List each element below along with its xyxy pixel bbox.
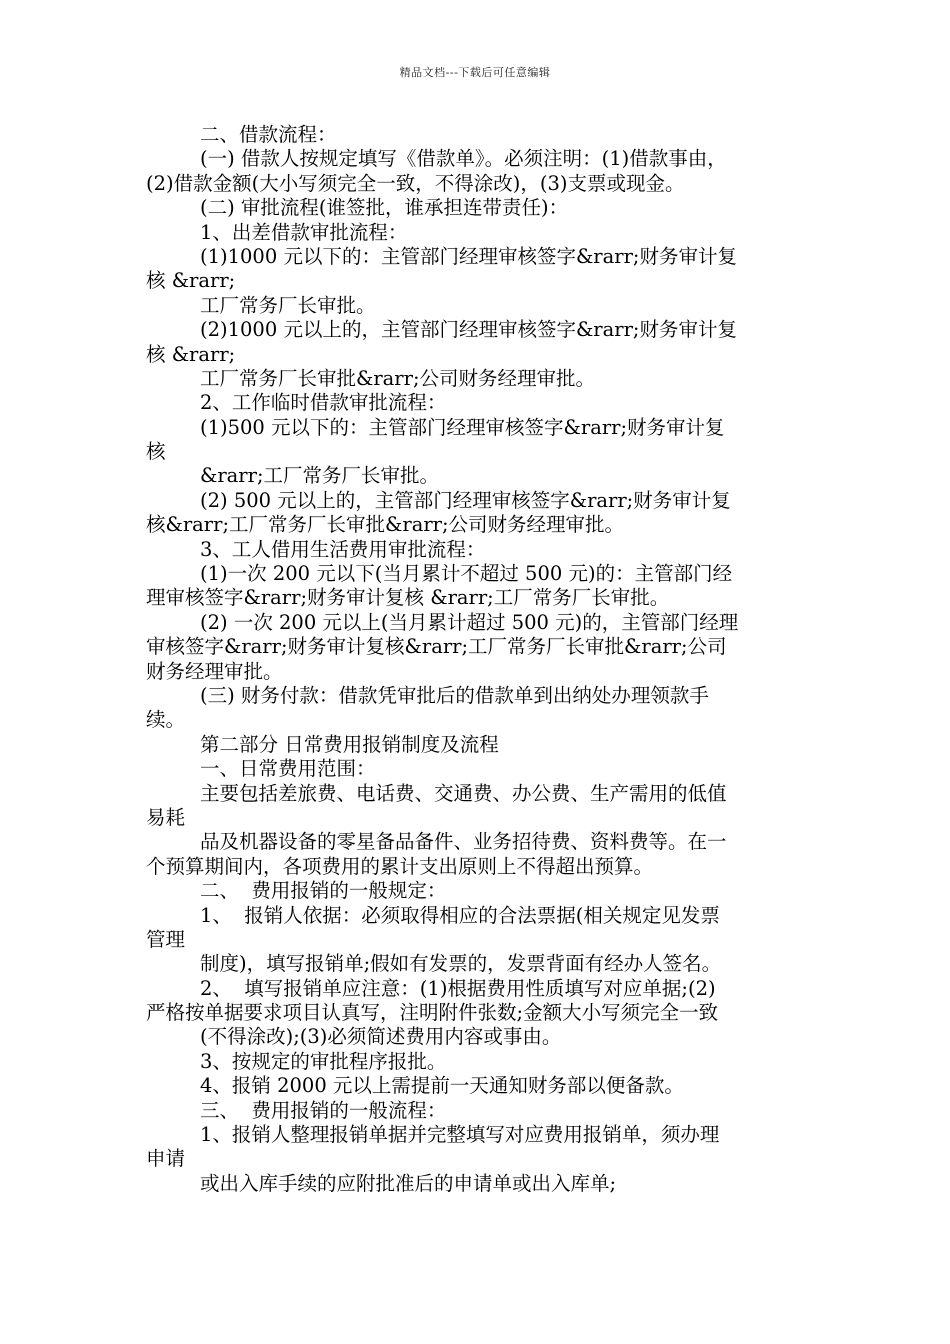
text-line: 续。 <box>146 708 186 732</box>
text-line: (三) 财务付款：借款凭审批后的借款单到出纳处办理领款手 <box>200 683 709 707</box>
text-line: 核&rarr;工厂常务厂长审批&rarr;公司财务经理审批。 <box>146 513 625 537</box>
text-line: (不得涂改);(3)必须简述费用内容或事由。 <box>200 1025 562 1049</box>
text-line: 个预算期间内，各项费用的累计支出原则上不得超出预算。 <box>146 854 654 878</box>
text-line: 管理 <box>146 927 186 951</box>
text-line: (2)1000 元以上的，主管部门经理审核签字&rarr;财务审计复 <box>200 318 737 342</box>
text-line: (2) 一次 200 元以上(当月累计超过 500 元)的，主管部门经理 <box>200 610 739 634</box>
text-line: 3、按规定的审批程序报批。 <box>200 1049 447 1073</box>
text-line: 1、 报销人依据：必须取得相应的合法票据(相关规定见发票 <box>200 903 720 927</box>
text-line: (1)一次 200 元以下(当月累计不超过 500 元)的：主管部门经 <box>200 562 733 586</box>
text-line: (1)1000 元以下的：主管部门经理审核签字&rarr;财务审计复 <box>200 244 737 268</box>
text-line: (1)500 元以下的：主管部门经理审核签字&rarr;财务审计复 <box>200 415 725 439</box>
text-line: 核 &rarr; <box>146 269 236 293</box>
text-line: 易耗 <box>146 805 186 829</box>
text-line: 申请 <box>146 1147 186 1171</box>
text-line: 2、工作临时借款审批流程： <box>200 391 447 415</box>
document-body <box>146 123 811 1196</box>
text-line: 理审核签字&rarr;财务审计复核 &rarr;工厂常务厂长审批。 <box>146 586 670 610</box>
text-line: (二) 审批流程(谁签批，谁承担连带责任)： <box>200 196 569 220</box>
text-line: 3、工人借用生活费用审批流程： <box>200 537 486 561</box>
text-line: 或出入库手续的应附批准后的申请单或出入库单; <box>200 1171 617 1195</box>
text-line: 品及机器设备的零星备品备件、业务招待费、资料费等。在一 <box>200 830 727 854</box>
text-line: 工厂常务厂长审批&rarr;公司财务经理审批。 <box>200 366 596 390</box>
text-line: 严格按单据要求项目认真写，注明附件张数;金额大小写须完全一致 <box>146 1001 719 1025</box>
text-line: &rarr;工厂常务厂长审批。 <box>200 464 440 488</box>
text-line: 二、借款流程： <box>200 123 337 146</box>
text-line: 主要包括差旅费、电话费、交通费、办公费、生产需用的低值 <box>200 781 727 805</box>
text-line: 审核签字&rarr;财务审计复核&rarr;工厂常务厂长审批&rarr;公司 <box>146 635 727 659</box>
text-line: 制度)，填写报销单;假如有发票的，发票背面有经办人签名。 <box>200 952 722 976</box>
text-line: 核 <box>146 440 166 464</box>
text-line: 第二部分 日常费用报销制度及流程 <box>200 732 499 756</box>
text-line: 4、报销 2000 元以上需提前一天通知财务部以便备款。 <box>200 1074 684 1098</box>
text-line: 财务经理审批。 <box>146 659 283 683</box>
text-line: (2) 500 元以上的，主管部门经理审核签字&rarr;财务审计复 <box>200 488 731 512</box>
text-line: (一) 借款人按规定填写《借款单》。必须注明：(1)借款事由， <box>200 147 727 171</box>
text-line: 2、 填写报销单应注意：(1)根据费用性质填写对应单据;(2) <box>200 976 716 1000</box>
text-line: 三、 费用报销的一般流程： <box>200 1098 447 1122</box>
text-line: 核 &rarr; <box>146 342 236 366</box>
text-line: 二、 费用报销的一般规定： <box>200 879 447 903</box>
page-header: 精品文档---下载后可任意编辑 <box>399 66 551 79</box>
text-line: 1、报销人整理报销单据并完整填写对应费用报销单，须办理 <box>200 1123 720 1147</box>
text-line: (2)借款金额(大小写须完全一致，不得涂改)，(3)支票或现金。 <box>146 171 685 195</box>
text-line: 1、出差借款审批流程： <box>200 220 408 244</box>
text-line: 一、日常费用范围： <box>200 757 376 781</box>
text-line: 工厂常务厂长审批。 <box>200 293 376 317</box>
